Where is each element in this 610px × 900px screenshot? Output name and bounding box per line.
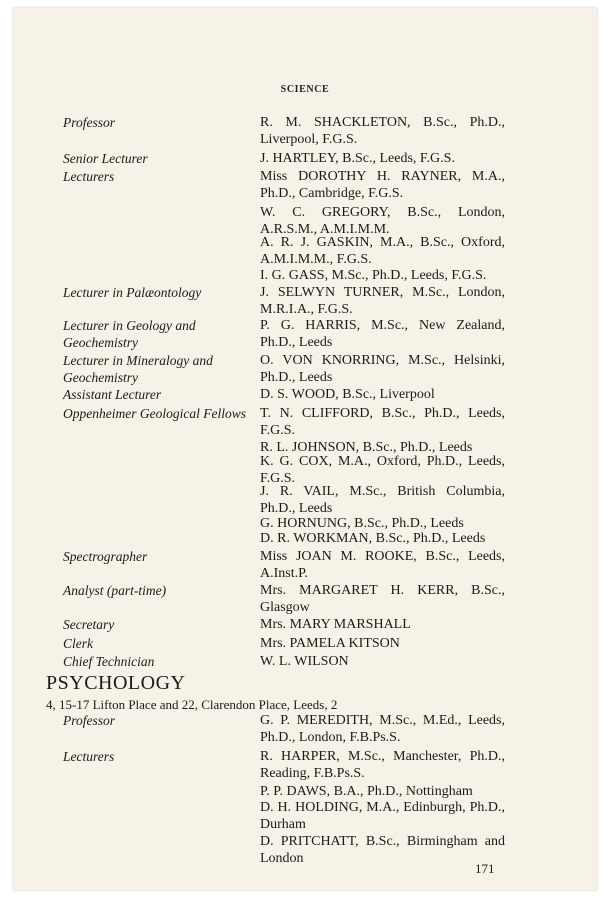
- role-label: Oppenheimer Geological Fellows: [63, 406, 246, 421]
- page-number: 171: [475, 861, 495, 876]
- staff-name: W. L. WILSON: [260, 654, 349, 669]
- role-label: Secretary: [63, 617, 115, 632]
- staff-name: R. M. SHACKLETON, B.Sc., Ph.D., Liverpool, F.G.S.: [260, 115, 505, 147]
- role-label: Lecturer in Palæontology: [63, 285, 202, 300]
- staff-name: J. SELWYN TURNER, M.Sc., London, M.R.I.A., F.G.S.: [260, 285, 505, 317]
- staff-name: Miss JOAN M. ROOKE, B.Sc., Leeds, A.Inst.P.: [260, 549, 505, 581]
- staff-name: Mrs. PAMELA KITSON: [260, 636, 400, 651]
- role-label: Lecturers: [63, 169, 115, 184]
- staff-name: J. HARTLEY, B.Sc., Leeds, F.G.S.: [260, 151, 455, 166]
- staff-name: J. R. VAIL, M.Sc., British Columbia, Ph.D., Leeds: [260, 484, 505, 516]
- role-label: Professor: [63, 713, 116, 728]
- staff-name: D. H. HOLDING, M.A., Edinburgh, Ph.D., Durham: [260, 800, 505, 832]
- staff-name: R. L. JOHNSON, B.Sc., Ph.D., Leeds: [260, 440, 473, 455]
- staff-name: W. C. GREGORY, B.Sc., London, A.R.S.M., A.M.I.M.M.: [260, 205, 505, 237]
- staff-name: G. HORNUNG, B.Sc., Ph.D., Leeds: [260, 516, 464, 531]
- role-label: Analyst (part-time): [63, 583, 167, 598]
- staff-name: P. P. DAWS, B.A., Ph.D., Nottingham: [260, 784, 473, 799]
- staff-name: D. PRITCHATT, B.Sc., Birmingham and London: [260, 834, 505, 866]
- staff-name: A. R. J. GASKIN, M.A., B.Sc., Oxford, A.M.I.M.M., F.G.S.: [260, 235, 505, 267]
- staff-name: R. HARPER, M.Sc., Manchester, Ph.D., Reading, F.B.Ps.S.: [260, 749, 505, 781]
- role-label: Senior Lecturer: [63, 151, 148, 166]
- staff-name: I. G. GASS, M.Sc., Ph.D., Leeds, F.G.S.: [260, 268, 487, 283]
- staff-name: Mrs. MARGARET H. KERR, B.Sc., Glasgow: [260, 583, 505, 615]
- staff-name: P. G. HARRIS, M.Sc., New Zealand, Ph.D., Leeds: [260, 318, 505, 350]
- staff-name: T. N. CLIFFORD, B.Sc., Ph.D., Leeds, F.G.S.: [260, 406, 505, 438]
- section-title: PSYCHOLOGY: [46, 672, 186, 694]
- staff-name: D. S. WOOD, B.Sc., Liverpool: [260, 387, 435, 402]
- role-label: Lecturer in Mineralogy and Geochemistry: [63, 353, 213, 385]
- staff-name: G. P. MEREDITH, M.Sc., M.Ed., Leeds, Ph.D., London, F.B.Ps.S.: [260, 713, 505, 745]
- staff-name: K. G. COX, M.A., Oxford, Ph.D., Leeds, F.G.S.: [260, 454, 505, 486]
- section-address: 4, 15-17 Lifton Place and 22, Clarendon Place, Leeds, 2: [46, 697, 338, 712]
- role-label: Spectrographer: [63, 549, 148, 564]
- role-label: Assistant Lecturer: [63, 387, 162, 402]
- document-page: [13, 8, 597, 890]
- role-label: Lecturer in Geology and Geochemistry: [63, 318, 196, 350]
- role-label: Chief Technician: [63, 654, 155, 669]
- role-label: Professor: [63, 115, 116, 130]
- running-header: SCIENCE: [280, 84, 330, 95]
- staff-name: D. R. WORKMAN, B.Sc., Ph.D., Leeds: [260, 531, 486, 546]
- staff-name: Mrs. MARY MARSHALL: [260, 617, 411, 632]
- role-label: Lecturers: [63, 749, 115, 764]
- staff-name: O. VON KNORRING, M.Sc., Helsinki, Ph.D., Leeds: [260, 353, 505, 385]
- role-label: Clerk: [63, 636, 93, 651]
- staff-name: Miss DOROTHY H. RAYNER, M.A., Ph.D., Cambridge, F.G.S.: [260, 169, 505, 201]
